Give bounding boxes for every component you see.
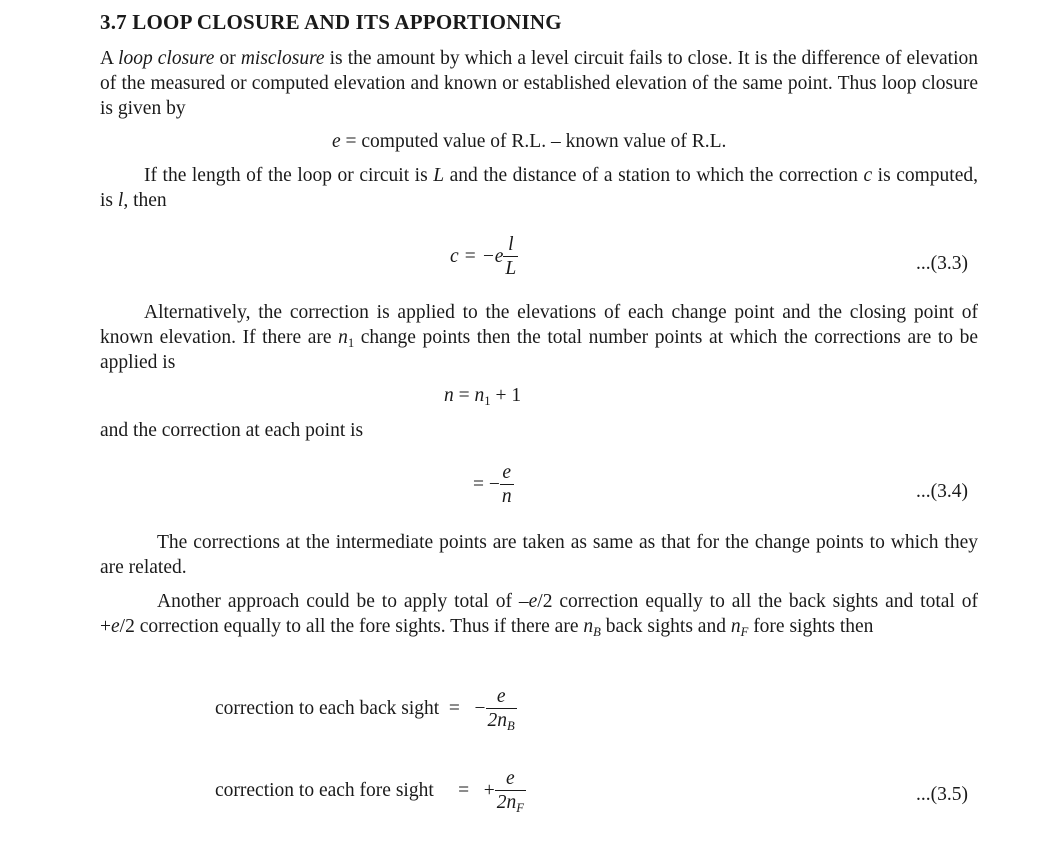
equation-n: $n = n_1 + 1$ xyxy=(444,385,522,408)
paragraph-loop-closure: A loop closure or misclosure is the amount by which a level circuit fails to close. It is the difference of elevation of the measured or computed elevation and known or established elevation of the same point. Thus loop closure is given by xyxy=(100,48,978,119)
fraction-e-over-n: $\frac{e}{n}$ xyxy=(501,462,512,507)
equation-3-3: c = −e $\frac{l}{L}$ xyxy=(450,234,517,279)
equation-3-4: = − $\frac{e}{n}$ xyxy=(473,462,512,507)
paragraph-alternatively: Alternatively, the correction is applied to the elevations of each change point and the closing point of known elevation. If there are $n_1$ change points then the total number points at which the corrections are to be applied is xyxy=(100,302,978,373)
equation-number-3-3: ...(3.3) xyxy=(916,253,968,274)
equation-loop-closure: e = computed value of R.L. – known value of R.L. xyxy=(332,131,727,152)
fraction-l-over-L: $\frac{l}{L}$ xyxy=(505,234,517,279)
fraction-e-over-2nF: $\frac{e}{2n_F}$ xyxy=(496,768,524,815)
section-heading: 3.7 LOOP CLOSURE AND ITS APPORTIONING xyxy=(100,10,562,34)
paragraph-intermediate: The corrections at the intermediate points are taken as same as that for the change points to which they are related. xyxy=(100,532,978,578)
equation-number-3-5: ...(3.5) xyxy=(916,784,968,805)
paragraph-another-approach: Another approach could be to apply total of –e/2 correction equally to all the back sights and total of +e/2 correction equally to all the fore sights. Thus if there are $n_B$ back sights and $n_F$ fore sights then xyxy=(100,591,978,639)
equation-back-sight: correction to each back sight = − $\frac{e}{2n_B}$ xyxy=(215,686,515,733)
paragraph-length: If the length of the loop or circuit is L and the distance of a station to which the correction c is computed, is l, then xyxy=(100,165,979,211)
equation-fore-sight: correction to each fore sight = + $\frac{e}{2n_F}$ xyxy=(215,768,524,815)
paragraph-correction-each-point: and the correction at each point is xyxy=(100,420,364,441)
fraction-e-over-2nB: $\frac{e}{2n_B}$ xyxy=(487,686,515,733)
equation-number-3-4: ...(3.4) xyxy=(916,481,968,502)
